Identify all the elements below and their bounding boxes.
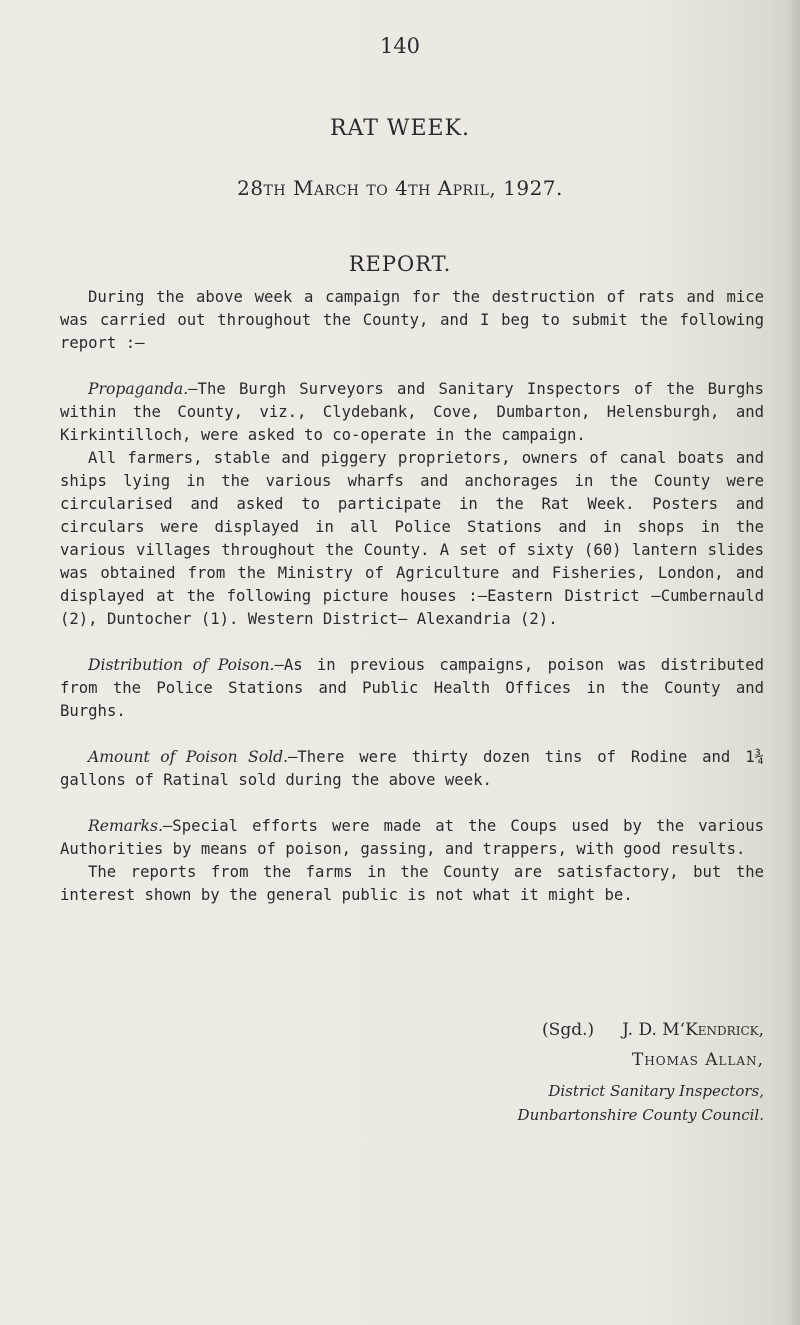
signed-marker: (Sgd.) bbox=[542, 1020, 595, 1040]
intro-paragraph: During the above week a campaign for the destruction of rats and mice was carried out throughout the County, and I beg to submit the following report :— bbox=[60, 288, 764, 352]
report-body bbox=[60, 286, 764, 907]
signatory-role: District Sanitary Inspectors, bbox=[548, 1082, 764, 1100]
distribution-heading: Distribution of Poison. bbox=[88, 656, 275, 674]
remarks-text: —Special efforts were made at the Coups used by the various Authorities by means of poison, gassing, and trappers, with good results. bbox=[60, 817, 764, 858]
date-range: 28th March to 4th April, 1927. bbox=[237, 176, 563, 200]
propaganda-paragraph-2: All farmers, stable and piggery proprietors, owners of canal boats and ships lying in the various wharfs and anchorages in the County were circularised and asked to participate in the Rat Week. Posters and circulars were displayed in all Police Stations and in shops in the various villages throughout the County. A set of sixty (60) lantern slides was obtained from the Ministry of Agriculture and Fisheries, London, and displayed at the following picture houses :—Eastern District —Cumbernauld (2), Duntocher (1). Western District— Alexandria (2). bbox=[60, 449, 764, 628]
remarks-heading: Remarks. bbox=[88, 817, 163, 835]
distribution-text: —As in previous campaigns, poison was distributed from the Police Stations and Public Health Offices in the County and Burghs. bbox=[60, 656, 764, 720]
signatory-1: J. D. M‘Kendrick, bbox=[622, 1020, 764, 1040]
amount-heading: Amount of Poison Sold. bbox=[88, 748, 289, 766]
distribution-paragraph bbox=[60, 654, 764, 723]
document-title: RAT WEEK. bbox=[329, 116, 471, 141]
propaganda-paragraph bbox=[60, 378, 764, 447]
propaganda-heading: Propaganda. bbox=[88, 380, 189, 398]
signature-line-1 bbox=[0, 1020, 764, 1040]
signatory-2: Thomas Allan, bbox=[631, 1050, 764, 1070]
amount-paragraph bbox=[60, 746, 764, 792]
propaganda-text: —The Burgh Surveyors and Sanitary Inspectors of the Burghs within the County, viz., Clydebank, Cove, Dumbarton, Helensburgh, and Kirkintilloch, were asked to co-operate in the campaign. bbox=[60, 380, 764, 444]
report-heading: REPORT. bbox=[348, 252, 452, 276]
signatory-council: Dunbartonshire County Council. bbox=[517, 1106, 764, 1124]
page-number: 140 bbox=[379, 34, 421, 58]
remarks-paragraph bbox=[60, 815, 764, 861]
remarks-paragraph-2: The reports from the farms in the County are satisfactory, but the interest shown by the general public is not what it might be. bbox=[60, 863, 764, 904]
amount-text: —There were thirty dozen tins of Rodine and 1¾ gallons of Ratinal sold during the above week. bbox=[60, 748, 764, 789]
